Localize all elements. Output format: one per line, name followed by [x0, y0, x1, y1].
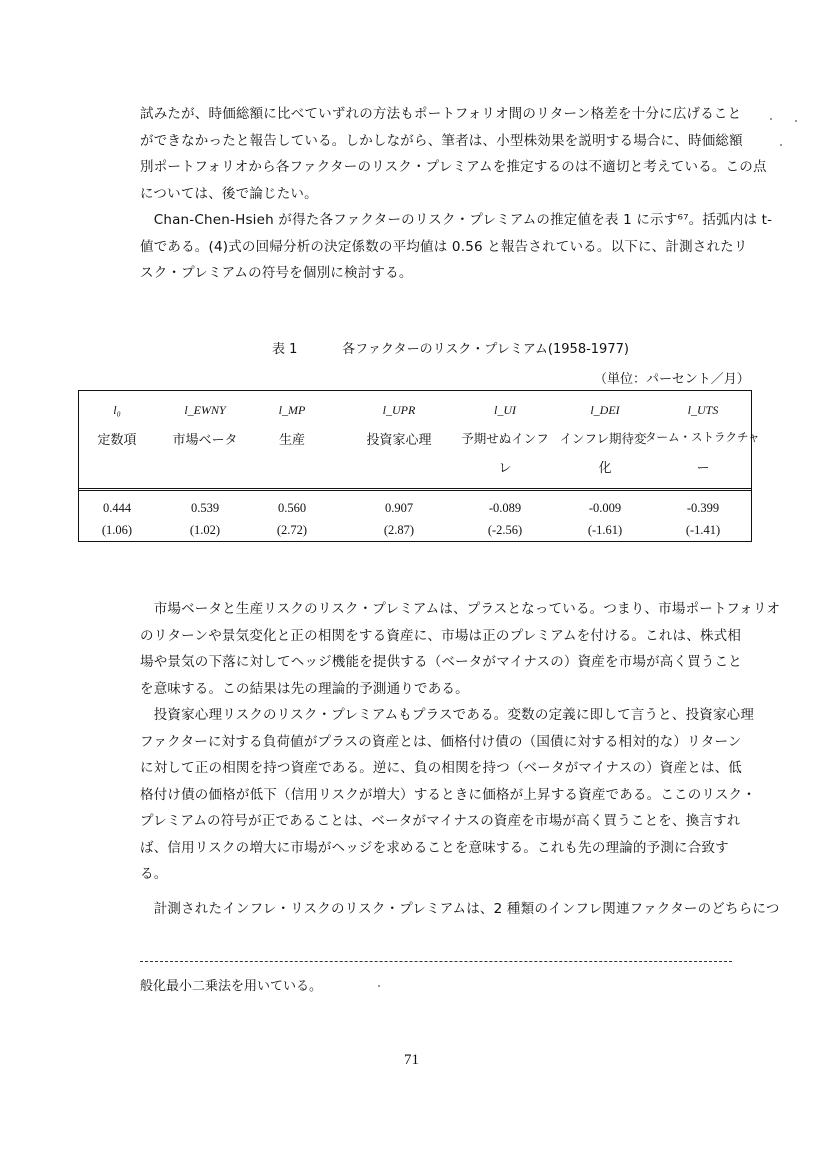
- footnote-divider: [140, 961, 732, 962]
- table-header-rule: [79, 488, 751, 491]
- column-symbol: l_UPR: [382, 403, 416, 417]
- text-line: のリターンや景気変化と正の相関をする資産に、市場は正のプレミアムを付ける。これは、株式相: [140, 627, 742, 644]
- premium-value: -0.399: [686, 501, 720, 515]
- text-line: 値である。(4)式の回帰分析の決定係数の平均値は 0.56 と報告されている。以下に、計測されたリ: [140, 238, 748, 255]
- text-line: については、後で論じたい。: [140, 185, 318, 202]
- column-symbol: l_EWNY: [184, 403, 226, 417]
- body-text-bottom: [140, 596, 781, 922]
- table-caption: [272, 338, 629, 357]
- text-line: スク・プレミアムの符号を個別に検討する。: [140, 265, 413, 281]
- scan-speck: [770, 118, 772, 120]
- column-label: ターム・ストラクチャ: [645, 430, 760, 444]
- column-symbol: l₀: [113, 403, 121, 417]
- column-label: 投資家心理: [366, 433, 432, 448]
- column-symbol: l_UTS: [687, 403, 719, 417]
- text-line: る。: [140, 866, 168, 882]
- premium-value: 0.444: [102, 501, 132, 515]
- premium-value: 0.539: [190, 501, 220, 515]
- text-line: 試みたが、時価総額に比べていずれの方法もポートフォリオ間のリターン格差を十分に広げること: [140, 106, 742, 122]
- text-line: ができなかったと報告している。しかしながら、筆者は、小型株効果を説明する場合に、時価総額: [140, 132, 743, 149]
- footnote: 般化最小二乗法を用いている。: [140, 979, 323, 994]
- page-number: 71: [404, 1052, 419, 1068]
- t-value: (1.02): [189, 523, 221, 537]
- body-text-top: [140, 101, 773, 287]
- premium-value: -0.009: [588, 501, 622, 515]
- text-line: プレミアムの符号が正であることは、ベータがマイナスの資産を市場が高く買うことを、換言すれ: [140, 813, 741, 829]
- t-value: (1.06): [101, 523, 133, 537]
- scan-speck: [780, 144, 782, 146]
- text-line: ば、信用リスクの増大に市場がヘッジを求めることを意味する。これも先の理論的予測に合致す: [140, 839, 729, 856]
- column-label-cont: ー: [696, 461, 710, 476]
- text-line: 計測されたインフレ・リスクのリスク・プレミアムは、2 種類のインフレ関連ファクターのどちらにつ: [140, 900, 780, 917]
- text-line: 市場ベータと生産リスクのリスク・プレミアムは、プラスとなっている。つまり、市場ポートフォリオ: [140, 601, 781, 617]
- text-line: 場や景気の下落に対してヘッジ機能を提供する（ベータがマイナスの）資産を市場が高く買うこと: [140, 654, 742, 670]
- column-label: 定数項: [97, 433, 137, 448]
- text-line: Chan-Chen-Hsieh が得た各ファクターのリスク・プレミアムの推定値を表 1 に示す⁶⁷。括弧内は t-: [140, 212, 773, 228]
- t-value: (-1.41): [685, 523, 721, 537]
- t-value: (2.87): [383, 523, 415, 537]
- text-line: 別ポートフォリオから各ファクターのリスク・プレミアムを推定するのは不適切と考えている。この点: [140, 159, 767, 175]
- column-label: インフレ期待変: [559, 431, 647, 446]
- text-line: 格付け債の価格が低下（信用リスクが増大）するときに価格が上昇する資産である。ここのリスク・: [140, 786, 756, 803]
- text-line: を意味する。この結果は先の理論的予測通りである。: [140, 680, 469, 697]
- column-symbol: l_DEI: [590, 403, 620, 417]
- text-line: に対して正の相関を持つ資産である。逆に、負の相関を持つ（ベータがマイナスの）資産とは、低: [140, 760, 742, 776]
- risk-premium-table: [78, 390, 760, 542]
- t-value: (2.72): [276, 523, 308, 537]
- column-label: 市場ベータ: [172, 433, 238, 448]
- premium-value: 0.560: [277, 501, 307, 515]
- column-label-cont: 化: [598, 461, 612, 476]
- table-number: 表 1: [272, 342, 298, 357]
- t-value: (-1.61): [587, 523, 623, 537]
- column-symbol: l_MP: [278, 403, 306, 417]
- table-title: 各ファクターのリスク・プレミアム(1958-1977): [342, 342, 629, 357]
- column-label: 生産: [278, 433, 305, 448]
- premium-value: -0.089: [488, 501, 522, 515]
- scan-speck: [378, 985, 380, 987]
- premium-value: 0.907: [384, 501, 414, 515]
- table-unit: （単位：パーセント／月）: [594, 372, 750, 387]
- text-line: ファクターに対する負荷値がプラスの資産とは、価格付け債の（国債に対する相対的な）リターン: [140, 733, 742, 750]
- column-label-cont: レ: [498, 461, 512, 476]
- text-line: 投資家心理リスクのリスク・プレミアムもプラスである。変数の定義に即して言うと、投資家心理: [140, 707, 755, 723]
- column-label: 予期せぬインフ: [461, 431, 549, 446]
- t-value: (-2.56): [487, 523, 523, 537]
- scan-speck: [795, 120, 797, 122]
- column-symbol: l_UI: [494, 403, 516, 417]
